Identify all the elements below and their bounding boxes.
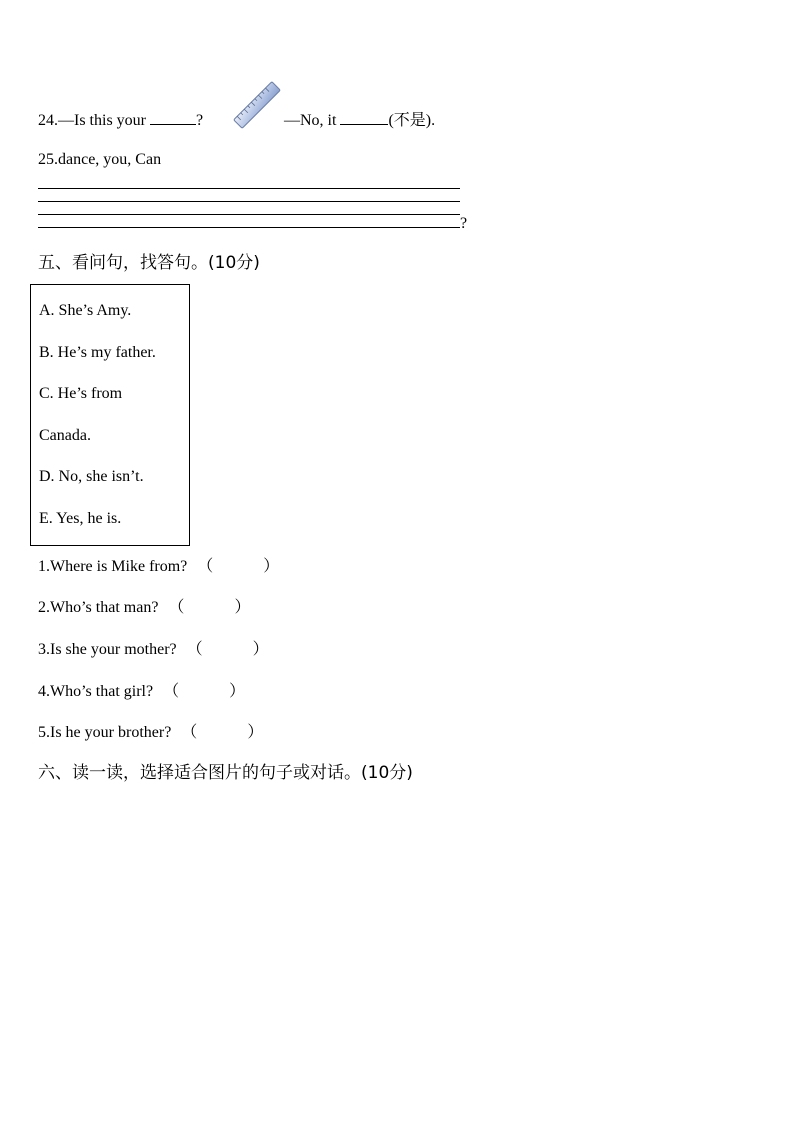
section-6-title: 六、读一读，选择适合图片的句子或对话。(10分) [38,763,413,783]
question-5 [38,723,263,743]
question-24-response [284,110,435,131]
option-b: B. He’s my father. [39,344,156,361]
question-text: 1.Where is Mike from? [38,558,188,575]
question-3 [38,640,269,660]
question-24-part2: —No, it [284,112,341,129]
question-24-part3: (不是). [388,112,436,129]
paren-open: （ [186,641,203,658]
question-25-end-mark: ? [460,215,468,232]
option-d: D. No, she isn’t. [39,468,144,485]
paren-close: ） [247,724,264,741]
answer-line[interactable] [38,188,460,189]
paren-open: （ [163,683,180,700]
option-c-continued: Canada. [39,427,91,444]
paren-close: ） [263,558,280,575]
question-24-part1: —Is this your [58,112,150,129]
question-text: 3.Is she your mother? [38,641,177,658]
option-e: E. Yes, he is. [39,510,122,527]
question-number: 24. [38,112,58,129]
question-24 [38,110,203,131]
paren-close: ） [252,641,269,658]
paren-close: ） [229,683,246,700]
section-5-title: 五、看问句，找答句。(10分) [38,253,260,273]
option-c: C. He’s from [39,385,123,402]
answer-line[interactable] [38,214,460,215]
options-box [30,284,190,546]
paren-open: （ [197,558,214,575]
question-25-words: dance, you, Can [58,151,162,168]
question-2 [38,598,250,618]
question-25 [38,150,161,170]
paren-open: （ [181,724,198,741]
question-text: 2.Who’s that man? [38,599,159,616]
paren-close: ） [234,599,251,616]
question-text: 5.Is he your brother? [38,724,172,741]
question-text: 4.Who’s that girl? [38,683,154,700]
ruler-icon [232,80,282,130]
answer-line[interactable] [38,227,460,228]
question-4 [38,682,245,702]
answer-blank[interactable] [340,110,388,125]
question-number: 25. [38,151,58,168]
answer-line[interactable] [38,201,460,202]
question-1 [38,557,279,577]
paren-open: （ [168,599,185,616]
question-mark: ? [196,112,204,129]
option-a: A. She’s Amy. [39,302,132,319]
answer-blank[interactable] [150,110,196,125]
